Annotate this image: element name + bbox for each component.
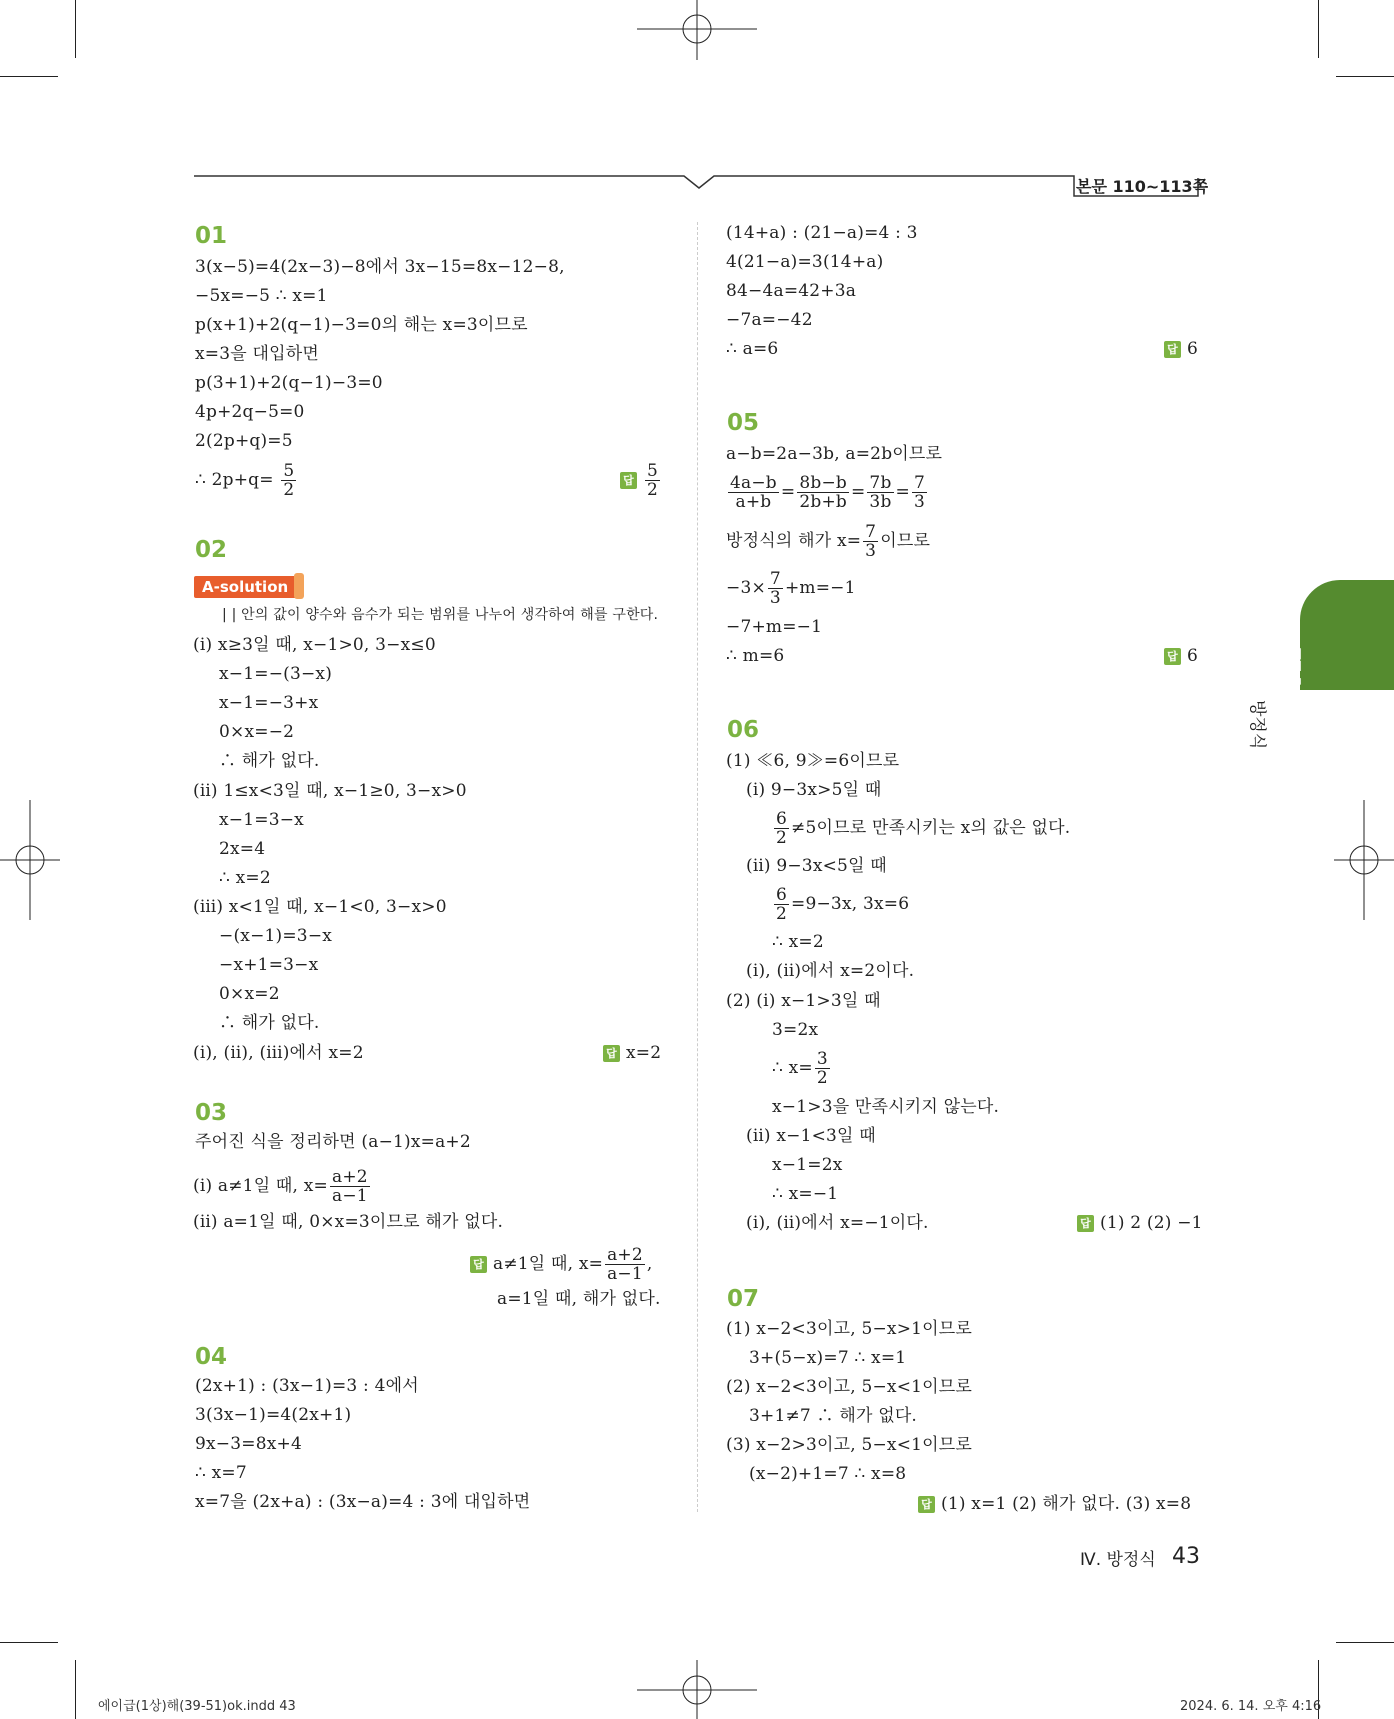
solution-line: (3) x−2>3이고, 5−x<1이므로 — [726, 1435, 973, 1455]
numerator: 5 — [647, 461, 659, 481]
solution-line: a−b=2a−3b, a=2b이므로 — [726, 444, 943, 464]
solution-line: ∴ m=6 — [726, 646, 785, 666]
answer — [918, 1493, 1191, 1515]
solution-line: −(x−1)=3−x — [219, 926, 333, 946]
solution-line: (2) x−2<3이고, 5−x<1이므로 — [726, 1377, 973, 1397]
solution-line: x−1>3을 만족시키지 않는다. — [772, 1097, 1000, 1117]
denominator: a+b — [735, 492, 772, 512]
solution-line: (1) x−2<3이고, 5−x>1이므로 — [726, 1319, 973, 1339]
denominator: a−1 — [607, 1264, 643, 1284]
solution-line: x=7을 (2x+a) : (3x−a)=4 : 3에 대입하면 — [195, 1492, 531, 1512]
solution-line: (2x+1) : (3x−1)=3 : 4에서 — [195, 1376, 419, 1396]
answer-badge: 답 — [918, 1496, 935, 1513]
solution-line: (1) ≪6, 9≫=6이므로 — [726, 751, 900, 771]
solution-text: +m=−1 — [784, 578, 856, 598]
denominator: 2 — [776, 828, 788, 848]
solution-line: 3(x−5)=4(2x−3)−8에서 3x−15=8x−12−8, — [195, 257, 565, 277]
solution-line: −x+1=3−x — [219, 955, 319, 975]
problem-number: 04 — [195, 1344, 228, 1370]
problem-number: 06 — [727, 717, 760, 743]
solution-line: (ⅱ) a=1일 때, 0×x=3이므로 해가 없다. — [193, 1212, 504, 1232]
solution-line: 84−4a=42+3a — [726, 281, 857, 301]
solution-line: 0×x=2 — [219, 984, 280, 1004]
solution-line — [772, 886, 909, 923]
registration-mark — [637, 0, 757, 60]
solution-line: 3(3x−1)=4(2x+1) — [195, 1405, 352, 1425]
solution-line: 4(21−a)=3(14+a) — [726, 252, 884, 272]
equals: = — [850, 482, 866, 502]
denominator: 3 — [769, 588, 781, 608]
solution-line: (ⅰ), (ⅱ)에서 x=−1이다. — [746, 1213, 929, 1233]
solution-line: (ⅰ), (ⅱ), (ⅲ)에서 x=2 — [193, 1043, 364, 1063]
fraction — [728, 474, 779, 511]
solution-line: 3=2x — [772, 1020, 819, 1040]
solution-line: 2(2p+q)=5 — [195, 431, 293, 451]
solution-line: (ⅰ) 9−3x>5일 때 — [746, 780, 882, 800]
denominator: 3 — [865, 541, 877, 561]
solution-line — [772, 810, 1070, 847]
answer-text: (1) 2 (2) −1 — [1100, 1213, 1203, 1233]
solution-line: 2x=4 — [219, 839, 266, 859]
solution-line — [195, 462, 298, 499]
registration-mark — [0, 800, 60, 920]
denominator: 2 — [776, 904, 788, 924]
file-info: 에이급(1상)해(39-51)ok.indd 43 — [98, 1699, 296, 1714]
answer — [1164, 338, 1198, 360]
numerator: 4a−b — [730, 473, 777, 493]
solution-line: x−1=2x — [772, 1155, 843, 1175]
solution-line: p(x+1)+2(q−1)−3=0의 해는 x=3이므로 — [195, 315, 528, 335]
solution-text: (ⅰ) a≠1일 때, x= — [193, 1176, 328, 1196]
solution-line: (ⅱ) 9−3x<5일 때 — [746, 856, 887, 876]
answer-badge: 답 — [1164, 648, 1181, 665]
solution-line: 4p+2q−5=0 — [195, 402, 305, 422]
denominator: 3 — [913, 492, 926, 512]
solution-line: x−1=3−x — [219, 810, 304, 830]
solution-line — [193, 1168, 372, 1205]
solution-text: −3× — [726, 578, 766, 598]
fraction — [768, 570, 783, 607]
fraction — [605, 1246, 645, 1283]
fraction — [330, 1168, 370, 1205]
solution-line: 3+1≠7 ∴ 해가 없다. — [749, 1406, 918, 1426]
chapter-label: 방정식 — [1247, 700, 1267, 750]
numerator: a+2 — [332, 1167, 368, 1187]
answer-badge: 답 — [620, 472, 637, 489]
answer — [1077, 1212, 1203, 1234]
crop-mark — [0, 1642, 58, 1643]
denominator: 2b+b — [799, 492, 847, 512]
answer-badge: 답 — [1077, 1215, 1094, 1232]
solution-text: ∴ x= — [772, 1058, 813, 1078]
solution-line: ∴ 해가 없다. — [219, 1013, 320, 1033]
chapter-roman: IV — [1271, 646, 1307, 685]
fraction — [774, 810, 789, 847]
solution-line: (2) (ⅰ) x−1>3일 때 — [726, 991, 881, 1011]
solution-text: =9−3x, 3x=6 — [791, 894, 910, 914]
answer-text: 6 — [1187, 646, 1199, 666]
answer — [470, 1246, 653, 1283]
solution-line: x=3을 대입하면 — [195, 344, 319, 364]
fraction — [645, 462, 660, 499]
answer-text: x=2 — [626, 1043, 662, 1063]
problem-number: 01 — [195, 223, 228, 249]
solution-line: x−1=−(3−x) — [219, 664, 333, 684]
chapter-tab — [1300, 580, 1394, 690]
numerator: a+2 — [607, 1245, 643, 1265]
crop-mark — [75, 1660, 76, 1719]
crop-mark — [1336, 76, 1394, 77]
numerator: 6 — [776, 809, 788, 829]
fraction — [815, 1050, 830, 1087]
solution-line: 주어진 식을 정리하면 (a−1)x=a+2 — [195, 1132, 471, 1152]
solution-line: 3+(5−x)=7 ∴ x=1 — [749, 1348, 907, 1368]
numerator: 8b−b — [799, 473, 847, 493]
solution-line: (ⅰ), (ⅱ)에서 x=2이다. — [746, 961, 915, 981]
denominator: 2 — [816, 1068, 828, 1088]
equals: = — [895, 482, 910, 502]
denominator: a−1 — [332, 1186, 368, 1206]
solution-text: ≠5이므로 만족시키는 x의 값은 없다. — [791, 818, 1071, 838]
print-timestamp: 2024. 6. 14. 오후 4:16 — [1180, 1699, 1322, 1714]
fraction — [912, 474, 927, 511]
solution-line: (x−2)+1=7 ∴ x=8 — [749, 1464, 907, 1484]
registration-mark — [637, 1660, 757, 1719]
solution-line — [772, 1050, 832, 1087]
solution-line — [726, 474, 929, 511]
solution-line: (ⅲ) x<1일 때, x−1<0, 3−x>0 — [193, 897, 447, 917]
column-divider — [697, 222, 698, 1512]
answer-text: 6 — [1187, 339, 1199, 359]
solution-line: −7+m=−1 — [726, 617, 823, 637]
a-solution-badge: A-solution — [194, 576, 296, 598]
solution-line: x−1=−3+x — [219, 693, 319, 713]
solution-line: ∴ x=2 — [772, 932, 824, 952]
solution-text: ∴ 2p+q= — [195, 470, 274, 490]
solution-line: (ⅱ) x−1<3일 때 — [746, 1126, 876, 1146]
solution-line — [726, 570, 856, 607]
answer-text: a≠1일 때, x= — [493, 1254, 604, 1274]
solution-line: −7a=−42 — [726, 310, 813, 330]
answer-badge: 답 — [603, 1045, 620, 1062]
numerator: 7b — [869, 473, 892, 493]
solution-line — [726, 523, 930, 560]
solution-line: ∴ x=7 — [195, 1463, 247, 1483]
crop-mark — [1318, 0, 1319, 58]
denominator: 3b — [869, 492, 892, 512]
fraction — [774, 886, 789, 923]
fraction — [281, 462, 296, 499]
registration-mark — [1334, 800, 1394, 920]
solution-line: ∴ a=6 — [726, 339, 779, 359]
numerator: 7 — [865, 522, 877, 542]
header-rule — [194, 168, 1200, 202]
crop-mark — [1336, 1642, 1394, 1643]
solution-text: 방정식의 해가 x= — [726, 531, 862, 551]
problem-number: 03 — [195, 1100, 228, 1126]
numerator: 7 — [913, 473, 926, 493]
solution-line: p(3+1)+2(q−1)−3=0 — [195, 373, 383, 393]
solution-line: (ⅱ) 1≤x<3일 때, x−1≥0, 3−x>0 — [193, 781, 467, 801]
solution-text: 이므로 — [880, 531, 931, 551]
answer-line: a=1일 때, 해가 없다. — [497, 1289, 661, 1309]
numerator: 5 — [283, 461, 295, 481]
answer — [603, 1042, 661, 1064]
solution-line: 9x−3=8x+4 — [195, 1434, 302, 1454]
solution-line: −5x=−5 ∴ x=1 — [195, 286, 328, 306]
answer-badge: 답 — [1164, 341, 1181, 358]
answer — [620, 462, 662, 499]
crop-mark — [75, 0, 76, 58]
numerator: 6 — [776, 885, 788, 905]
solution-note: | | 안의 값이 양수와 음수가 되는 범위를 나누어 생각하여 해를 구한다. — [222, 607, 659, 623]
fraction — [797, 474, 849, 511]
answer-badge: 답 — [470, 1256, 487, 1273]
numerator: 3 — [816, 1049, 828, 1069]
answer — [1164, 645, 1198, 667]
solution-line: ∴ x=2 — [219, 868, 271, 888]
numerator: 7 — [769, 569, 781, 589]
problem-number: 07 — [727, 1286, 760, 1312]
fraction — [867, 474, 893, 511]
solution-line: ∴ x=−1 — [772, 1184, 839, 1204]
page-number: 43 — [1172, 1544, 1200, 1569]
solution-line: ∴ 해가 없다. — [219, 751, 320, 771]
solution-line: 0×x=−2 — [219, 722, 295, 742]
solution-line: (ⅰ) x≥3일 때, x−1>0, 3−x≤0 — [193, 635, 436, 655]
denominator: 2 — [647, 480, 659, 500]
problem-number: 02 — [195, 537, 228, 563]
solution-line: (14+a) : (21−a)=4 : 3 — [726, 223, 918, 243]
answer-text: , — [646, 1254, 653, 1274]
crop-mark — [0, 76, 58, 77]
equals: = — [780, 482, 796, 502]
footer-chapter: Ⅳ. 방정식 — [1080, 1550, 1156, 1570]
denominator: 2 — [283, 480, 295, 500]
fraction — [863, 523, 878, 560]
answer-text: (1) x=1 (2) 해가 없다. (3) x=8 — [941, 1494, 1192, 1514]
page-reference: 본문 110~113쪽 — [1076, 177, 1209, 196]
problem-number: 05 — [727, 410, 760, 436]
